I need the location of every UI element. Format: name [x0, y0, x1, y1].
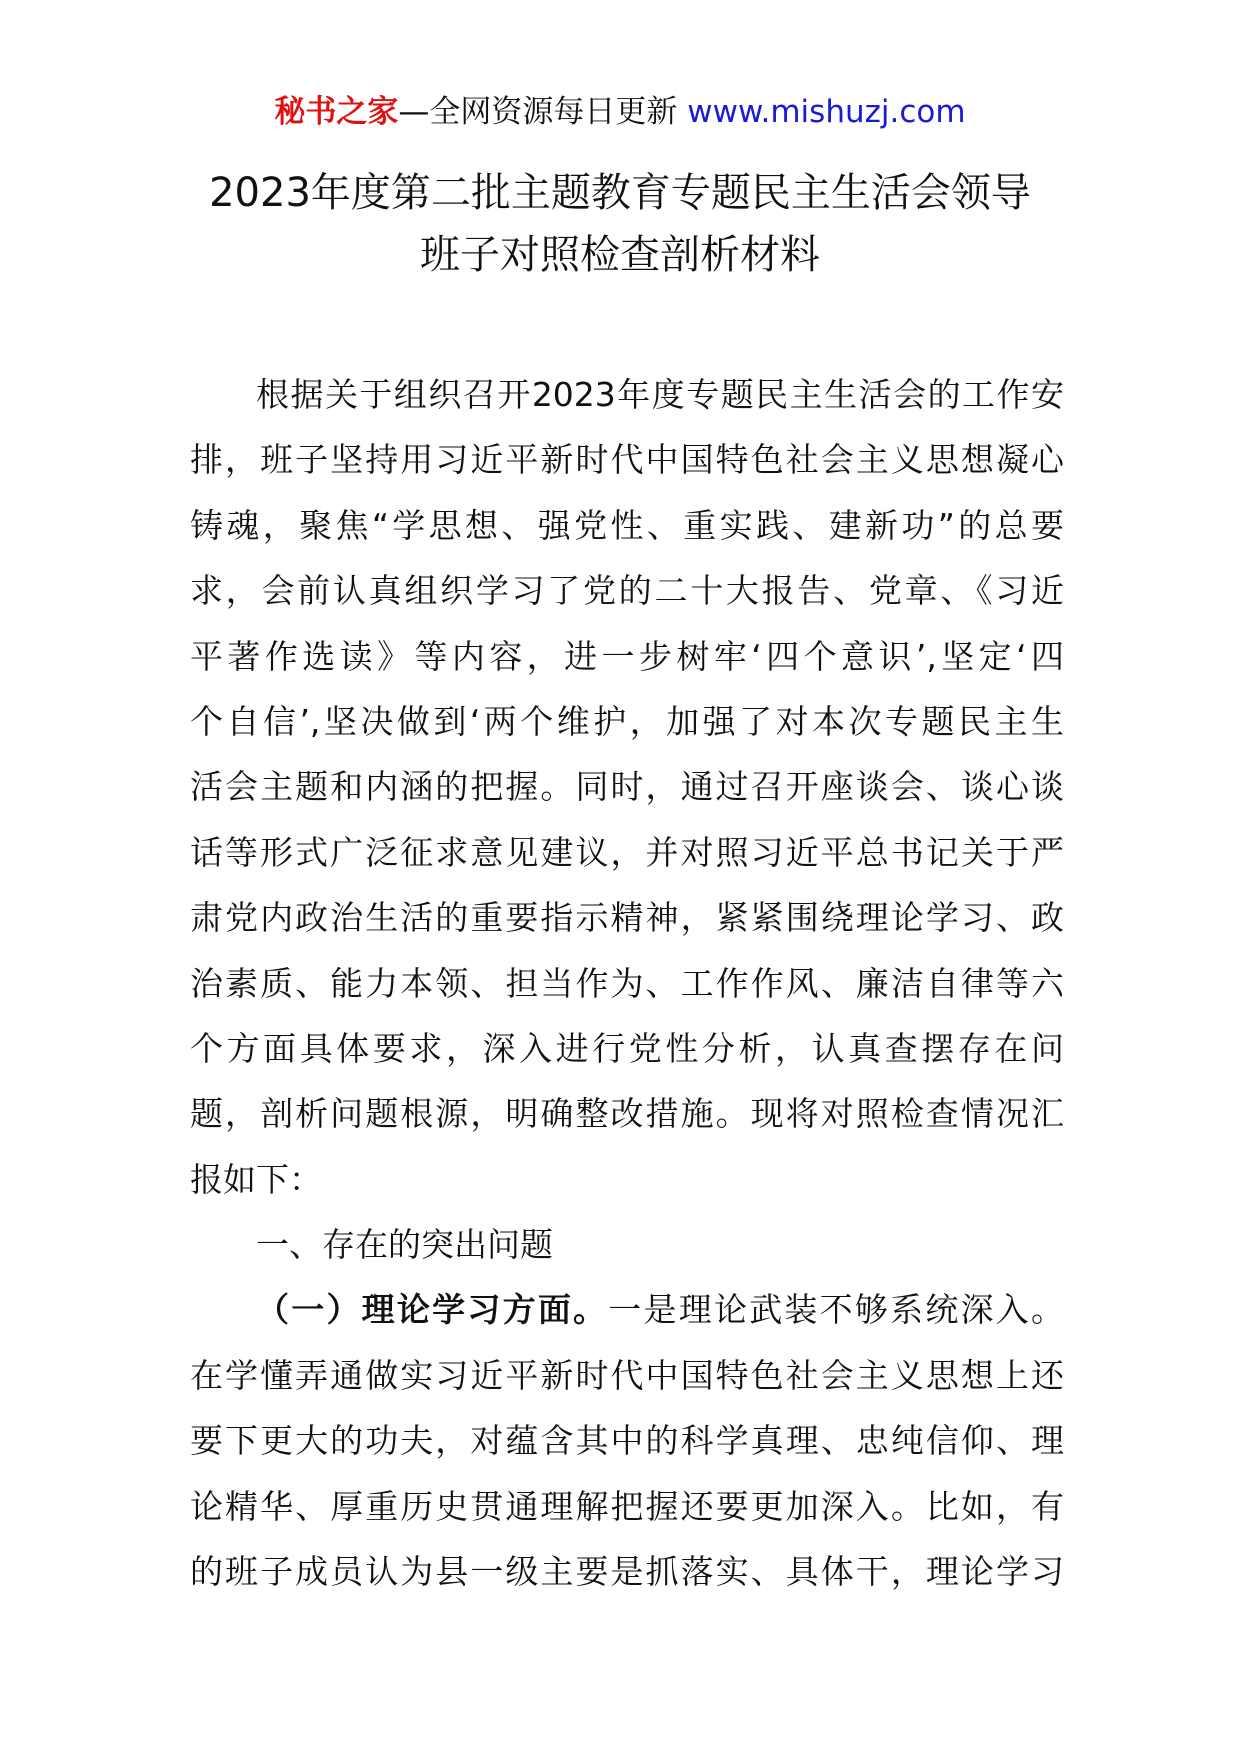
- section-heading: 一、存在的突出问题: [256, 1225, 553, 1265]
- paragraph-line: 肃党内政治生活的重要指示精神，紧紧围绕理论学习、政: [190, 898, 1064, 938]
- paragraph-line: 求，会前认真组织学习了党的二十大报告、党章、《习近: [190, 571, 1064, 611]
- intro-paragraph: [190, 362, 1064, 1212]
- paragraph-line: 的班子成员认为县一级主要是抓落实、具体干，理论学习: [190, 1552, 1064, 1592]
- document-title: [0, 162, 1240, 286]
- paragraph-line: 报如下：: [190, 1159, 322, 1199]
- paragraph-line: 题，剖析问题根源，明确整改措施。现将对照检查情况汇: [190, 1094, 1064, 1134]
- title-line-1: 2023年度第二批主题教育专题民主生活会领导: [209, 170, 1031, 216]
- subsection-paragraph: [190, 1277, 1064, 1604]
- paragraph-line: 在学懂弄通做实习近平新时代中国特色社会主义思想上还: [190, 1355, 1064, 1395]
- subsection-first-line: [190, 1277, 1064, 1342]
- paragraph-line: 排，班子坚持用习近平新时代中国特色社会主义思想凝心: [190, 440, 1064, 480]
- paragraph-line: 铸魂，聚焦“学思想、强党性、重实践、建新功”的总要: [190, 505, 1064, 545]
- paragraph-line: 论精华、厚重历史贯通理解把握还要更加深入。比如，有: [190, 1486, 1064, 1526]
- document-body: [190, 362, 1064, 1604]
- paragraph-line: 活会主题和内涵的把握。同时，通过召开座谈会、谈心谈: [190, 767, 1064, 807]
- paragraph-line: 话等形式广泛征求意见建议，并对照习近平总书记关于严: [190, 832, 1064, 872]
- paragraph-line: 治素质、能力本领、担当作为、工作作风、廉洁自律等六: [190, 963, 1064, 1003]
- site-header: [0, 92, 1240, 132]
- title-line-2: 班子对照检查剖析材料: [420, 232, 820, 278]
- brand-name: 秘书之家: [274, 94, 399, 130]
- site-url-link[interactable]: www.mishuzj.com: [687, 94, 966, 130]
- header-tagline: —全网资源每日更新: [398, 94, 688, 130]
- subsection-first-text: 一是理论武装不够系统深入。: [608, 1290, 1065, 1330]
- paragraph-line: 平著作选读》等内容，进一步树牢‘四个意识’,坚定‘四: [190, 636, 1064, 676]
- paragraph-line: 个自信’,坚决做到‘两个维护，加强了对本次专题民主生: [190, 701, 1064, 741]
- paragraph-line: 个方面具体要求，深入进行党性分析，认真查摆存在问: [190, 1028, 1064, 1068]
- paragraph-line: 根据关于组织召开2023年度专题民主生活会的工作安: [256, 375, 1064, 414]
- subsection-title: （一）理论学习方面。: [256, 1290, 609, 1330]
- paragraph-line: 要下更大的功夫，对蕴含其中的科学真理、忠纯信仰、理: [190, 1421, 1064, 1461]
